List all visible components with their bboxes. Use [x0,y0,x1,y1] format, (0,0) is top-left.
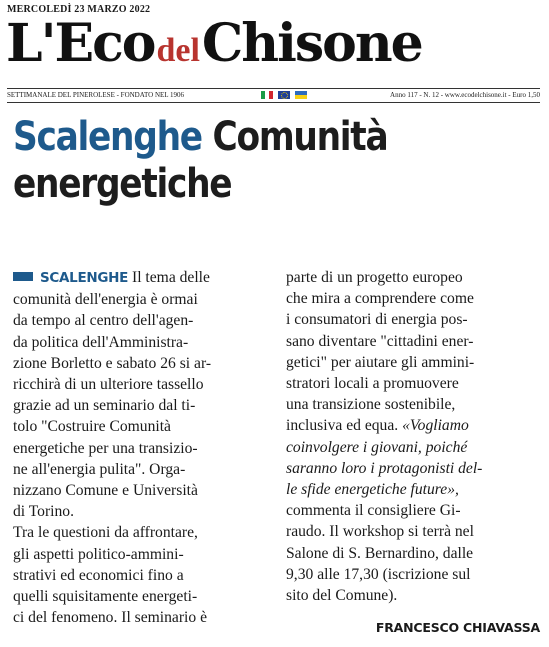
article-line [286,415,541,436]
article-line: comunità dell'energia è ormai [13,291,198,309]
article-line: grazie ad un seminario dal ti- [13,397,196,415]
article-line: sano diventare "cittadini ener- [286,332,474,350]
article-line: una transizione sostenibile, [286,396,456,414]
article-line: SCALENGHE Il tema delle [13,267,280,289]
article-line: stratori locali a promuovere [286,375,459,393]
quote-line: le sfide energetiche future», [286,481,459,499]
article-line: parte di un progetto europeo [286,269,463,286]
article-line: getici" per aiutare gli ammini- [286,353,475,371]
article-line: da politica dell'Amministra- [13,333,189,351]
italy-flag-icon [261,91,273,99]
flags-group [261,91,307,99]
article-column-right [286,267,541,606]
ukraine-flag-icon [295,91,307,99]
issue-date: MERCOLEDÌ 23 MARZO 2022 [7,4,151,15]
article-author: FRANCESCO CHIAVASSA [375,620,540,635]
article-line: di Torino. [13,503,74,521]
article-headline [13,114,387,208]
quote-line: coinvolgere i giovani, poiché [286,438,468,456]
article-line: ci del fenomeno. Il seminario è [13,609,207,627]
article-line: da tempo al centro dell'agen- [13,312,194,330]
article-line-plain: inclusiva ed equa. [286,417,403,435]
article-line: energetiche per una transizio- [13,439,198,457]
headline-title: Comunità [212,114,388,160]
article-line: zione Borletto e sabato 26 si ar- [13,354,212,372]
logo-text-part3: Chisone [201,13,422,74]
masthead-rule-top [7,88,540,89]
logo-text-part1: L'Eco [6,13,155,74]
eu-flag-icon [278,91,290,99]
article-column-left [13,267,280,628]
article-line: strativi ed economici fino a [13,566,184,584]
article-line: quelli squisitamente energeti- [13,588,198,606]
article-line: i consumatori di energia pos- [286,311,468,329]
article-line: ne all'energia pulita". Orga- [13,460,186,478]
article-line: tolo "Costruire Comunità [13,418,171,436]
article-line: sito del Comune). [286,587,398,605]
headline-title-line2: energetiche [13,160,232,207]
quote-start: «Vogliamo [402,417,469,435]
kicker-marker-icon [13,272,33,281]
article-line: nizzano Comune e Università [13,482,198,500]
newspaper-logo [6,13,422,74]
quote-line: saranno loro i protagonisti del- [286,459,483,477]
masthead-subtitle: SETTIMANALE DEL PINEROLESE - FONDATO NEL 1906 [7,91,185,99]
article-line: commenta il consigliere Gi- [286,502,461,520]
article-line: Salone di S. Bernardino, dalle [286,544,474,562]
article-kicker: SCALENGHE [40,270,129,286]
logo-text-part2: del [156,32,200,69]
article-line: raudo. Il workshop si terrà nel [286,523,474,541]
article-line: che mira a comprendere come [286,290,474,308]
article-line: Tra le questioni da affrontare, [13,524,198,542]
masthead-issue-info: Anno 117 - N. 12 - www.ecodelchisone.it - Euro 1,50 [390,91,540,99]
masthead-info-bar [7,91,540,101]
article-line: gli aspetti politico-ammini- [13,545,184,563]
headline-place: Scalenghe [13,114,202,160]
article-line: 9,30 alle 17,30 (iscrizione sul [286,565,471,583]
article-line: ricchirà di un ulteriore tassello [13,376,204,394]
masthead-rule-bottom [7,102,540,103]
